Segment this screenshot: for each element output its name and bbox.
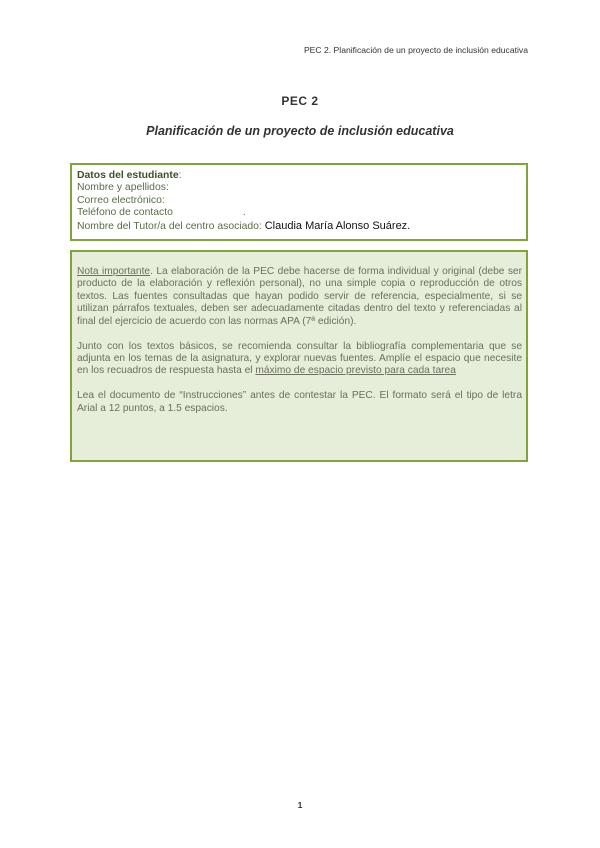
running-header: PEC 2. Planificación de un proyecto de inclusión educativa [303, 45, 528, 55]
notes-paragraph-3 [77, 390, 522, 415]
tutor-name-value: Claudia María Alonso Suárez. [264, 219, 411, 232]
student-data-box [70, 163, 528, 241]
email-field-label: Correo electrónico: [77, 194, 165, 206]
page-title: PEC 2 [281, 94, 319, 108]
phone-field-label: Teléfono de contacto [77, 207, 173, 219]
page-subtitle: Planificación de un proyecto de inclusión educativa [146, 124, 454, 138]
page-number: 1 [297, 800, 303, 810]
student-data-heading-line [77, 170, 521, 182]
important-notes-box [70, 250, 528, 462]
notes-paragraph-2-text: Junto con los textos básicos, se recomienda consultar la bibliografía complementaria que se adjunta en los temas de la asignatura, y explorar nuevas fuentes. Amplíe el espacio que necesite en los recuadros de respuesta hasta el [77, 340, 522, 377]
notes-paragraph-2 [77, 341, 522, 378]
notes-paragraph-1 [77, 266, 522, 328]
phone-field-period: . [242, 207, 246, 219]
phone-field-line [77, 207, 521, 219]
student-data-heading-colon: : [178, 170, 182, 181]
notes-paragraph-3-text: Lea el documento de “Instrucciones” antes de contestar la PEC. El formato será el tipo de letra Arial a 12 puntos, a 1.5 espacios. [77, 390, 522, 414]
notes-paragraph-1-text: . La elaboración de la PEC debe hacerse de forma individual y original (debe ser producto de la elaboración y reflexión personal), no una simple copia o reproducción de otros textos. Las fuentes consultadas que hayan podido servir de referencia, especialmente, si se utilizan párrafos textuales, deben ser adecuadamente citadas dentro del texto y referenciadas al final del ejercicio de acuerdo con las normas APA (7ª edición). [77, 266, 522, 327]
name-field-label: Nombre y apellidos: [77, 182, 169, 194]
important-note-label: Nota importante [77, 266, 151, 277]
tutor-field-line [77, 220, 521, 233]
max-space-link: máximo de espacio previsto para cada tarea [255, 365, 456, 377]
tutor-field-label: Nombre del Tutor/a del centro asociado: [77, 220, 262, 232]
student-data-heading: Datos del estudiante [77, 170, 179, 181]
